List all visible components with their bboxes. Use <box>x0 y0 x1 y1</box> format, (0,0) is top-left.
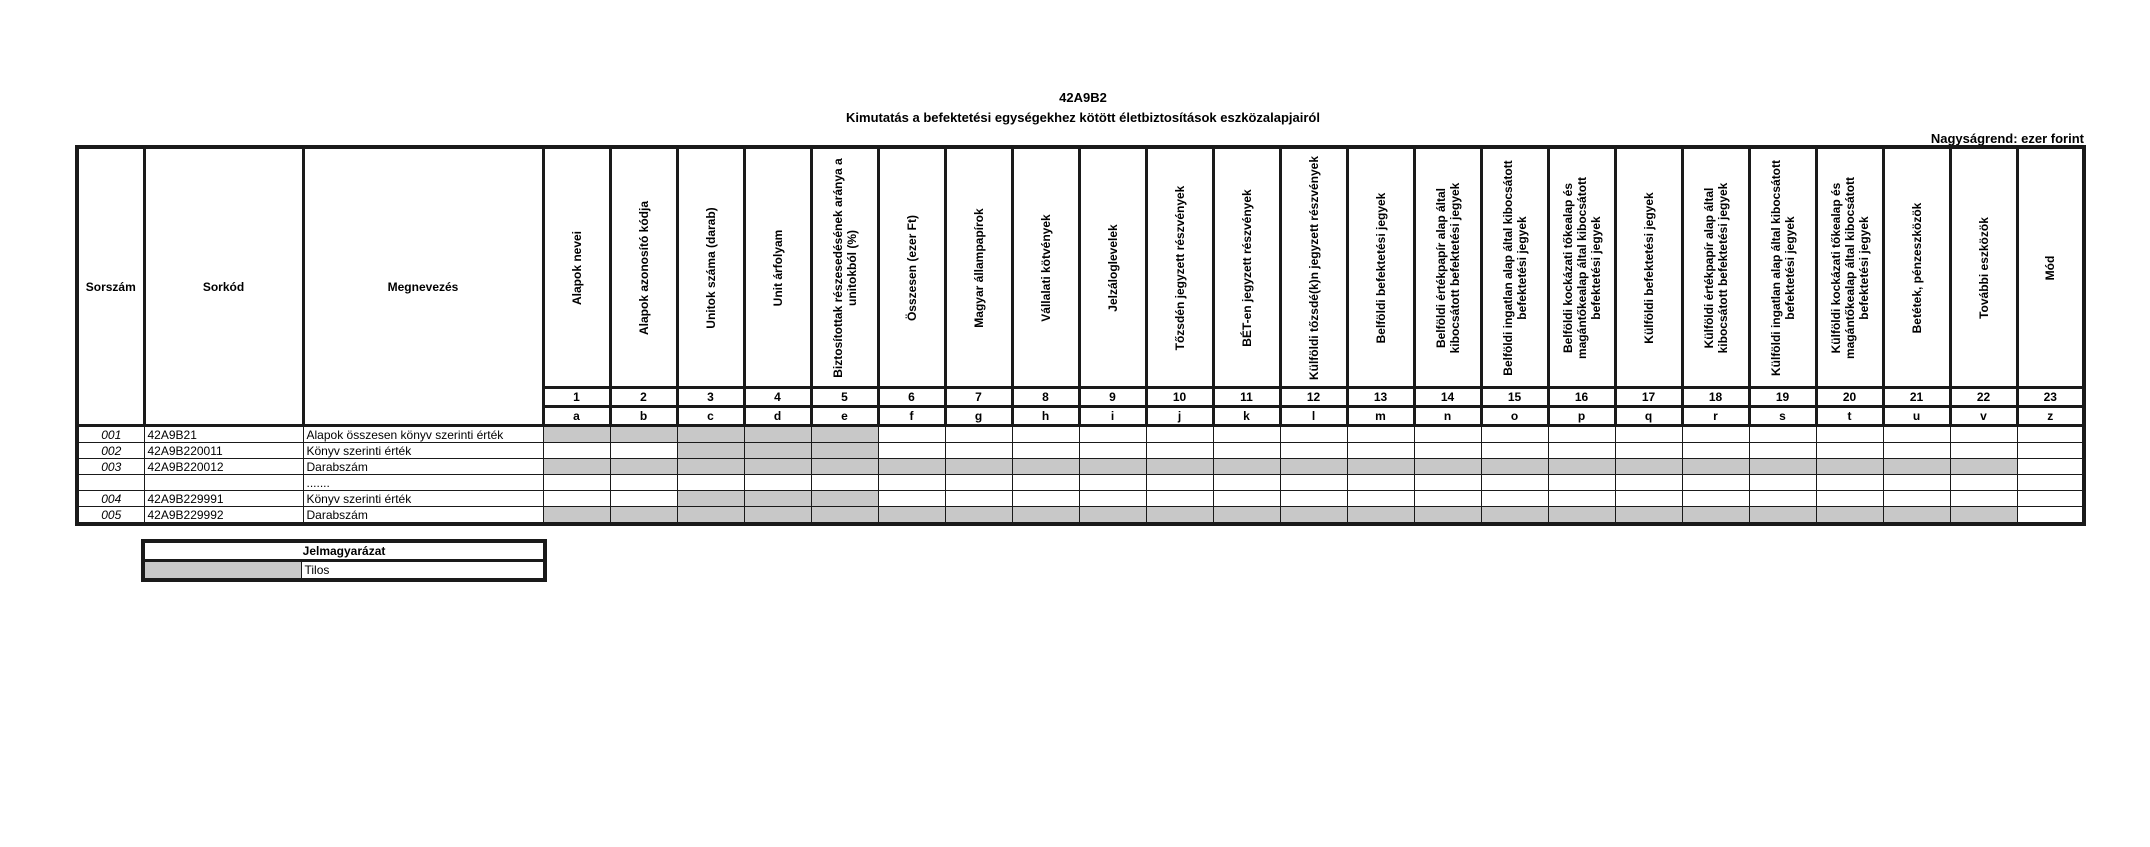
data-cell[interactable] <box>2017 507 2084 525</box>
data-cell[interactable] <box>1414 507 1481 525</box>
data-cell[interactable] <box>1481 491 1548 507</box>
col-letter-s: s <box>1749 407 1816 426</box>
col-letter-q: q <box>1615 407 1682 426</box>
col-header-label: Unitok száma (darab) <box>703 206 718 329</box>
col-header-16 <box>1548 147 1615 388</box>
table-row <box>77 475 2084 491</box>
data-cell[interactable] <box>744 459 811 475</box>
data-cell[interactable] <box>1682 443 1749 459</box>
col-letter-b: b <box>610 407 677 426</box>
col-header-label: Belföldi értékpapír alap által kibocsátott befektetési jegyek <box>1433 182 1462 353</box>
row-sorkod <box>144 475 303 491</box>
data-cell[interactable] <box>1079 426 1146 443</box>
col-header-label: Külföldi kockázati tőkealap és magántőkealap által kibocsátott befektetési jegyek <box>1828 176 1871 359</box>
data-cell[interactable] <box>1883 459 1950 475</box>
row-sorkod: 42A9B21 <box>144 426 303 443</box>
col-header-label: Betétek, pénzeszközök <box>1909 202 1924 333</box>
data-cell[interactable] <box>1213 491 1280 507</box>
row-sorszam: 003 <box>77 459 144 475</box>
col-letter-t: t <box>1816 407 1883 426</box>
col-number-6: 6 <box>878 388 945 407</box>
data-cell[interactable] <box>1347 426 1414 443</box>
data-cell[interactable] <box>1749 507 1816 525</box>
data-cell[interactable] <box>1012 443 1079 459</box>
col-header-label: Külföldi értékpapír alap által kibocsátott befektetési jegyek <box>1701 182 1730 353</box>
data-cell[interactable] <box>1347 475 1414 491</box>
col-header-label: Belföldi kockázati tőkealap és magántőkealap által kibocsátott befektetési jegyek <box>1560 176 1603 359</box>
legend-swatch-forbidden <box>143 561 301 581</box>
data-cell[interactable] <box>1481 426 1548 443</box>
row-megnevezes: Darabszám <box>303 459 543 475</box>
col-header-megnevezes: Megnevezés <box>303 147 543 426</box>
legend-table <box>141 539 547 582</box>
data-cell[interactable] <box>1079 491 1146 507</box>
col-header-1 <box>543 147 610 388</box>
data-cell[interactable] <box>1816 491 1883 507</box>
data-cell[interactable] <box>1749 459 1816 475</box>
header-row <box>77 147 2084 388</box>
data-cell[interactable] <box>1950 459 2017 475</box>
data-cell[interactable] <box>1280 507 1347 525</box>
form-code: 42A9B2 <box>1059 90 1107 105</box>
data-cell[interactable] <box>1213 459 1280 475</box>
col-header-2 <box>610 147 677 388</box>
data-cell[interactable] <box>878 507 945 525</box>
data-cell[interactable] <box>677 459 744 475</box>
data-cell[interactable] <box>1347 459 1414 475</box>
data-cell[interactable] <box>1146 426 1213 443</box>
data-cell[interactable] <box>610 507 677 525</box>
data-cell[interactable] <box>2017 459 2084 475</box>
row-megnevezes: Könyv szerinti érték <box>303 491 543 507</box>
col-header-label: Alapok azonosító kódja <box>636 200 651 335</box>
data-cell[interactable] <box>811 491 878 507</box>
col-header-label: Vállalati kötvények <box>1038 213 1053 322</box>
col-number-14: 14 <box>1414 388 1481 407</box>
col-header-label: Külföldi ingatlan alap által kibocsátott befektetési jegyek <box>1768 159 1797 376</box>
table-row <box>77 491 2084 507</box>
data-cell[interactable] <box>1280 475 1347 491</box>
col-letter-r: r <box>1682 407 1749 426</box>
data-cell[interactable] <box>744 507 811 525</box>
col-header-label: Belföldi ingatlan alap által kibocsátott befektetési jegyek <box>1500 159 1529 376</box>
data-cell[interactable] <box>1548 475 1615 491</box>
data-cell[interactable] <box>1481 507 1548 525</box>
data-cell[interactable] <box>1213 507 1280 525</box>
data-cell[interactable] <box>1481 459 1548 475</box>
row-megnevezes: Darabszám <box>303 507 543 525</box>
table-row <box>77 426 2084 443</box>
data-cell[interactable] <box>1079 443 1146 459</box>
data-cell[interactable] <box>1682 491 1749 507</box>
data-cell[interactable] <box>811 443 878 459</box>
data-cell[interactable] <box>1749 426 1816 443</box>
data-cell[interactable] <box>1012 426 1079 443</box>
row-megnevezes: ....... <box>303 475 543 491</box>
col-header-7 <box>945 147 1012 388</box>
data-cell[interactable] <box>1213 475 1280 491</box>
data-cell[interactable] <box>677 443 744 459</box>
data-cell[interactable] <box>945 491 1012 507</box>
data-cell[interactable] <box>878 443 945 459</box>
data-cell[interactable] <box>543 475 610 491</box>
col-header-label: Külföldi tőzsdé(k)n jegyzett részvények <box>1306 155 1321 380</box>
row-sorkod: 42A9B220011 <box>144 443 303 459</box>
row-sorkod: 42A9B229991 <box>144 491 303 507</box>
row-sorszam <box>77 475 144 491</box>
data-cell[interactable] <box>1347 491 1414 507</box>
col-header-label: Belföldi befektetési jegyek <box>1373 192 1388 343</box>
data-cell[interactable] <box>543 459 610 475</box>
col-header-18 <box>1682 147 1749 388</box>
col-header-4 <box>744 147 811 388</box>
data-cell[interactable] <box>945 459 1012 475</box>
data-cell[interactable] <box>1883 426 1950 443</box>
row-sorszam: 002 <box>77 443 144 459</box>
data-cell[interactable] <box>878 426 945 443</box>
col-letter-g: g <box>945 407 1012 426</box>
table-row <box>77 443 2084 459</box>
col-number-4: 4 <box>744 388 811 407</box>
data-cell[interactable] <box>1414 491 1481 507</box>
col-header-19 <box>1749 147 1816 388</box>
data-cell[interactable] <box>1615 426 1682 443</box>
legend-label-forbidden: Tilos <box>301 561 545 581</box>
data-cell[interactable] <box>744 491 811 507</box>
data-cell[interactable] <box>1615 491 1682 507</box>
col-number-13: 13 <box>1347 388 1414 407</box>
col-header-label: Jelzáloglevelek <box>1105 223 1120 312</box>
data-cell[interactable] <box>543 491 610 507</box>
data-cell[interactable] <box>1213 426 1280 443</box>
col-number-1: 1 <box>543 388 610 407</box>
data-cell[interactable] <box>1213 443 1280 459</box>
data-cell[interactable] <box>1950 426 2017 443</box>
data-cell[interactable] <box>1012 459 1079 475</box>
col-header-label: Alapok nevei <box>569 230 584 305</box>
col-header-label: Külföldi befektetési jegyek <box>1641 191 1656 344</box>
data-cell[interactable] <box>1816 443 1883 459</box>
data-cell[interactable] <box>610 475 677 491</box>
data-cell[interactable] <box>1682 507 1749 525</box>
data-cell[interactable] <box>2017 426 2084 443</box>
col-letter-m: m <box>1347 407 1414 426</box>
col-header-14 <box>1414 147 1481 388</box>
data-cell[interactable] <box>878 475 945 491</box>
data-cell[interactable] <box>744 475 811 491</box>
col-letter-a: a <box>543 407 610 426</box>
col-letter-p: p <box>1548 407 1615 426</box>
data-cell[interactable] <box>1615 459 1682 475</box>
data-cell[interactable] <box>1280 491 1347 507</box>
data-cell[interactable] <box>1816 459 1883 475</box>
data-cell[interactable] <box>1883 507 1950 525</box>
row-sorkod: 42A9B220012 <box>144 459 303 475</box>
data-cell[interactable] <box>811 475 878 491</box>
col-header-22 <box>1950 147 2017 388</box>
data-cell[interactable] <box>945 443 1012 459</box>
data-cell[interactable] <box>1079 475 1146 491</box>
data-cell[interactable] <box>610 459 677 475</box>
data-cell[interactable] <box>1012 491 1079 507</box>
data-cell[interactable] <box>1749 443 1816 459</box>
data-cell[interactable] <box>1950 443 2017 459</box>
col-number-3: 3 <box>677 388 744 407</box>
data-cell[interactable] <box>610 491 677 507</box>
data-cell[interactable] <box>945 507 1012 525</box>
data-cell[interactable] <box>1749 491 1816 507</box>
col-letter-f: f <box>878 407 945 426</box>
data-cell[interactable] <box>744 426 811 443</box>
col-number-15: 15 <box>1481 388 1548 407</box>
data-cell[interactable] <box>878 459 945 475</box>
data-cell[interactable] <box>1749 475 1816 491</box>
col-header-12 <box>1280 147 1347 388</box>
data-cell[interactable] <box>1414 459 1481 475</box>
data-cell[interactable] <box>1146 443 1213 459</box>
data-cell[interactable] <box>610 426 677 443</box>
col-header-15 <box>1481 147 1548 388</box>
data-cell[interactable] <box>1548 491 1615 507</box>
col-header-sorszam: Sorszám <box>77 147 144 426</box>
col-header-label: További eszközök <box>1976 216 1991 319</box>
col-header-label: Unit árfolyam <box>770 229 785 306</box>
col-number-22: 22 <box>1950 388 2017 407</box>
col-header-3 <box>677 147 744 388</box>
data-cell[interactable] <box>543 426 610 443</box>
data-cell[interactable] <box>1347 507 1414 525</box>
data-cell[interactable] <box>1883 443 1950 459</box>
col-number-8: 8 <box>1012 388 1079 407</box>
legend-title: Jelmagyarázat <box>143 541 545 561</box>
data-cell[interactable] <box>811 426 878 443</box>
data-cell[interactable] <box>1682 426 1749 443</box>
col-header-5 <box>811 147 878 388</box>
data-cell[interactable] <box>543 443 610 459</box>
col-header-11 <box>1213 147 1280 388</box>
data-cell[interactable] <box>1079 459 1146 475</box>
data-cell[interactable] <box>1146 475 1213 491</box>
col-number-20: 20 <box>1816 388 1883 407</box>
col-header-sorkod: Sorkód <box>144 147 303 426</box>
data-cell[interactable] <box>744 443 811 459</box>
col-number-18: 18 <box>1682 388 1749 407</box>
col-number-2: 2 <box>610 388 677 407</box>
unit-note: Nagyságrend: ezer forint <box>1930 131 2084 146</box>
data-cell[interactable] <box>1280 443 1347 459</box>
col-header-label: Magyar állampapírok <box>971 207 986 328</box>
data-cell[interactable] <box>1079 507 1146 525</box>
row-megnevezes: Könyv szerinti érték <box>303 443 543 459</box>
data-cell[interactable] <box>1950 491 2017 507</box>
data-cell[interactable] <box>1146 491 1213 507</box>
col-number-17: 17 <box>1615 388 1682 407</box>
col-header-23 <box>2017 147 2084 388</box>
data-cell[interactable] <box>1950 475 2017 491</box>
row-sorszam: 004 <box>77 491 144 507</box>
col-letter-d: d <box>744 407 811 426</box>
table-row <box>77 507 2084 525</box>
col-header-20 <box>1816 147 1883 388</box>
col-letter-j: j <box>1146 407 1213 426</box>
data-cell[interactable] <box>2017 475 2084 491</box>
col-letter-z: z <box>2017 407 2084 426</box>
col-number-16: 16 <box>1548 388 1615 407</box>
col-letter-v: v <box>1950 407 2017 426</box>
row-sorszam: 001 <box>77 426 144 443</box>
report-title: Kimutatás a befektetési egységekhez kötött életbiztosítások eszközalapjairól <box>846 110 1320 125</box>
data-cell[interactable] <box>945 426 1012 443</box>
col-number-21: 21 <box>1883 388 1950 407</box>
data-cell[interactable] <box>1816 426 1883 443</box>
col-letter-o: o <box>1481 407 1548 426</box>
data-cell[interactable] <box>1883 475 1950 491</box>
data-cell[interactable] <box>1414 443 1481 459</box>
data-cell[interactable] <box>1548 426 1615 443</box>
col-letter-k: k <box>1213 407 1280 426</box>
col-header-8 <box>1012 147 1079 388</box>
data-cell[interactable] <box>1414 426 1481 443</box>
data-cell[interactable] <box>1816 507 1883 525</box>
col-letter-c: c <box>677 407 744 426</box>
data-cell[interactable] <box>677 507 744 525</box>
col-number-10: 10 <box>1146 388 1213 407</box>
data-cell[interactable] <box>1682 459 1749 475</box>
data-cell[interactable] <box>543 507 610 525</box>
row-sorszam: 005 <box>77 507 144 525</box>
data-cell[interactable] <box>1012 507 1079 525</box>
col-header-13 <box>1347 147 1414 388</box>
data-cell[interactable] <box>1481 443 1548 459</box>
data-cell[interactable] <box>1548 443 1615 459</box>
col-letter-n: n <box>1414 407 1481 426</box>
data-cell[interactable] <box>1615 507 1682 525</box>
col-header-17 <box>1615 147 1682 388</box>
data-cell[interactable] <box>1012 475 1079 491</box>
col-number-7: 7 <box>945 388 1012 407</box>
row-sorkod: 42A9B229992 <box>144 507 303 525</box>
data-cell[interactable] <box>811 459 878 475</box>
col-letter-h: h <box>1012 407 1079 426</box>
data-cell[interactable] <box>1414 475 1481 491</box>
col-number-5: 5 <box>811 388 878 407</box>
col-letter-i: i <box>1079 407 1146 426</box>
col-header-6 <box>878 147 945 388</box>
data-cell[interactable] <box>1280 426 1347 443</box>
data-cell[interactable] <box>677 491 744 507</box>
col-header-label: Tőzsdén jegyzett részvények <box>1172 185 1187 350</box>
col-header-10 <box>1146 147 1213 388</box>
data-cell[interactable] <box>2017 443 2084 459</box>
col-number-12: 12 <box>1280 388 1347 407</box>
data-cell[interactable] <box>1883 491 1950 507</box>
data-cell[interactable] <box>2017 491 2084 507</box>
data-cell[interactable] <box>1615 443 1682 459</box>
col-number-19: 19 <box>1749 388 1816 407</box>
data-cell[interactable] <box>1347 443 1414 459</box>
data-cell[interactable] <box>1950 507 2017 525</box>
col-header-21 <box>1883 147 1950 388</box>
col-header-label: BÉT-en jegyzett részvények <box>1239 188 1254 347</box>
data-cell[interactable] <box>1615 475 1682 491</box>
row-megnevezes: Alapok összesen könyv szerinti érték <box>303 426 543 443</box>
data-cell[interactable] <box>945 475 1012 491</box>
col-header-label: Mód <box>2043 255 2058 280</box>
table-row <box>77 459 2084 475</box>
col-letter-u: u <box>1883 407 1950 426</box>
col-letter-l: l <box>1280 407 1347 426</box>
data-cell[interactable] <box>1146 507 1213 525</box>
data-cell[interactable] <box>1548 507 1615 525</box>
col-header-label: Összesen (ezer Ft) <box>904 214 919 321</box>
data-cell[interactable] <box>1481 475 1548 491</box>
col-number-11: 11 <box>1213 388 1280 407</box>
data-cell[interactable] <box>1682 475 1749 491</box>
data-cell[interactable] <box>1816 475 1883 491</box>
data-cell[interactable] <box>1146 459 1213 475</box>
col-number-9: 9 <box>1079 388 1146 407</box>
data-cell[interactable] <box>677 426 744 443</box>
data-cell[interactable] <box>811 507 878 525</box>
asset-fund-table <box>75 145 2086 526</box>
col-letter-e: e <box>811 407 878 426</box>
data-cell[interactable] <box>1280 459 1347 475</box>
data-cell[interactable] <box>610 443 677 459</box>
data-cell[interactable] <box>1548 459 1615 475</box>
col-number-23: 23 <box>2017 388 2084 407</box>
data-cell[interactable] <box>878 491 945 507</box>
col-header-9 <box>1079 147 1146 388</box>
data-cell[interactable] <box>677 475 744 491</box>
col-header-label: Biztosítottak részesedésének aránya a unitokból (%) <box>830 157 859 378</box>
